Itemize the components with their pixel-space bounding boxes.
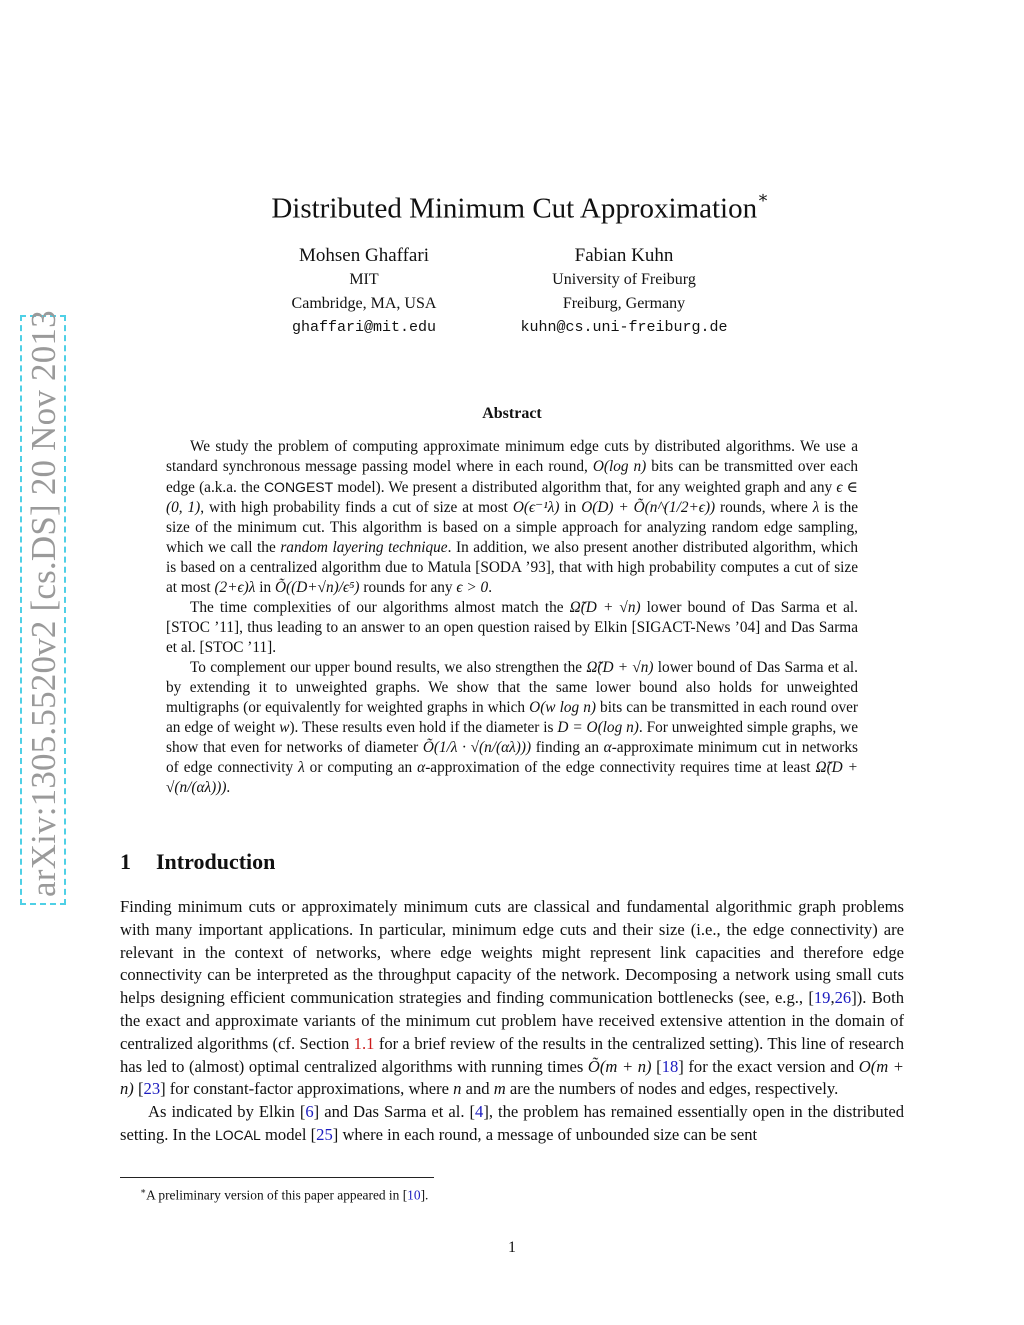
page-number: 1 [508,1239,516,1256]
author-name: Mohsen Ghaffari [299,245,429,266]
math: ϵ > 0 [456,579,489,596]
section-link[interactable]: 1.1 [353,1033,375,1053]
math: O(w log n) [529,699,596,716]
math: α [417,759,426,776]
paper-title [0,182,1024,229]
citation-link[interactable]: 23 [143,1079,161,1099]
math: α [603,739,612,756]
math: ϵ ∈ (0, 1) [166,479,859,516]
text: bits can be transmitted in each round over an edge of weight [166,699,858,736]
text: ] for the exact version and [678,1056,859,1076]
intro-paragraph-1 [120,896,904,1101]
math: Ω̃(D + √(n/(αλ))) [166,759,858,796]
footnote-mark: ∗ [140,1186,147,1196]
citation-link[interactable]: 18 [661,1056,679,1076]
text: To complement our upper bound results, we also strengthen the [190,659,587,676]
abstract-paragraph-2 [166,598,858,658]
text: -approximate minimum cut in networks of edge connectivity [166,739,858,776]
citation-link[interactable]: 4 [475,1102,484,1122]
text: , [830,988,835,1008]
author-affiliation: University of Freiburg [552,271,696,288]
arxiv-stamp: arXiv:1305.5520v2 [cs.DS] 20 Nov 2013 [20,315,66,905]
abstract-paragraph-3 [166,658,858,798]
math: Ω̃(D + √n) [569,599,641,616]
author-name: Fabian Kuhn [574,245,674,266]
text: . [226,779,231,796]
math: (2+ϵ)λ [214,579,256,596]
text: Finding minimum cuts or approximately minimum cuts are classical and fundamental algorithmic graph problems with many important applications. In particular, minimum edge cuts and their size (i.e., the edge connectivity) are relevant in the context of networks, where edge weights might represent link capacities and therefore edge connectivity can be interpreted as the throughput capacity of the network. Decomposing a network using small cuts helps designing efficient communication strategies and finding communication bottlenecks (see, e.g., [ [120,897,904,1008]
text: ] and Das Sarma et al. [ [313,1102,476,1122]
text: [ [133,1079,144,1099]
text: . In addition, we also present another distributed algorithm, which is based on a centralized algorithm due to Matula [SODA ’93], that with high probability computes a cut of size at most [166,539,858,596]
math: λ [298,759,305,776]
text: model). We present a distributed algorithm that, for any weighted graph and any [333,479,837,496]
text: in [559,499,582,516]
text: . [488,579,493,596]
emphasis: random layering technique [280,539,448,556]
author-email: kuhn@cs.uni-freiburg.de [520,319,728,336]
author-2 [474,244,774,340]
text: for a brief review of the results in the centralized setting). This line of research has led to (almost) optimal centralized algorithms with running times [120,1033,904,1076]
text: ). These results even hold if the diameter is [289,719,558,736]
author-email: ghaffari@mit.edu [291,319,437,336]
text: rounds, where [715,499,813,516]
footnote [140,1182,428,1204]
math: Õ(1/λ · √(n/(αλ))) [422,739,532,756]
text: or computing an [304,759,418,776]
author-affiliation: MIT [349,271,379,288]
text: As indicated by Elkin [ [148,1102,306,1122]
text: A preliminary version of this paper appeared in [ [146,1187,408,1203]
math: D = O(log n) [557,719,639,736]
text: . For unweighted simple graphs, we show that even for networks of diameter [166,719,858,756]
text: model [ [260,1124,317,1144]
model-name: LOCAL [214,1126,261,1143]
text: are the numbers of nodes and edges, respectively. [505,1079,839,1099]
citation-link[interactable]: 26 [834,988,852,1008]
text: ], the problem has remained essentially open in the distributed setting. In the [120,1102,904,1144]
math: O(m + n) [120,1056,904,1099]
model-name: CONGEST [263,479,334,495]
text: is the size of the minimum cut. This algorithm is based on a simple approach for analyzing random edge sampling, which we call the [166,499,859,556]
math: w [279,719,290,736]
text: ] for constant-factor approximations, where [160,1079,454,1099]
text: lower bound of Das Sarma et al. by extending it to unweighted graphs. We show that the same lower bound also holds for unweighted multigraphs (or equivalently for weighted graphs in which [166,659,858,716]
text: The time complexities of our algorithms almost match the [190,599,570,616]
text: ] where in each round, a message of unbounded size can be sent [332,1124,758,1144]
text: , with high probability finds a cut of size at most [200,499,513,516]
text: We study the problem of computing approximate minimum edge cuts by distributed algorithms. We use a standard synchronous message passing model where in each round, [166,438,858,475]
abstract-body [166,437,858,798]
author-location: Freiburg, Germany [562,295,686,312]
text: ]). Both the exact and approximate variants of the minimum cut problem have received extensive attention in the domain of centralized algorithms (cf. Section [120,988,904,1053]
title-footnote-mark: ∗ [757,188,769,207]
math: n [453,1079,462,1099]
abstract-paragraph-1 [166,437,858,598]
citation-link[interactable]: 6 [305,1102,314,1122]
text: in [255,579,275,596]
text: bits can be transmitted over each edge (a.k.a. the [166,458,859,496]
text: finding an [531,739,604,756]
footnote-rule [120,1177,434,1178]
citation-link[interactable]: 25 [316,1124,333,1144]
citation-link[interactable]: 19 [813,988,831,1008]
math: O(D) + Õ(n^(1/2+ϵ)) [581,499,716,516]
section-heading [120,849,275,875]
citation-link[interactable]: 10 [407,1187,421,1203]
text: and [461,1079,494,1099]
math: m [493,1079,506,1099]
abstract-heading: Abstract [482,405,542,422]
title-text: Distributed Minimum Cut Approximation [271,192,758,225]
text: lower bound of Das Sarma et al. [STOC ’11], thus leading to an answer to an open question raised by Elkin [SIGACT-News ’04] and Das Sarma et al. [STOC ’11]. [166,599,858,656]
author-location: Cambridge, MA, USA [291,295,437,312]
section-number: 1 [120,849,131,874]
text: ]. [420,1187,429,1203]
math: O(log n) [592,458,647,475]
text: rounds for any [359,579,457,596]
math: λ [812,499,820,516]
introduction-body [120,896,904,1147]
section-title: Introduction [156,849,276,874]
text: [ [651,1056,662,1076]
math: O(ϵ⁻¹λ) [512,499,560,516]
math: Õ((D+√n)/ϵ⁵) [274,579,360,596]
text: -approximation of the edge connectivity requires time at least [425,759,816,776]
math: Ω̃(D + √n) [586,659,654,676]
intro-paragraph-2 [120,1101,904,1147]
author-1 [214,244,514,340]
math: Õ(m + n) [587,1056,652,1076]
